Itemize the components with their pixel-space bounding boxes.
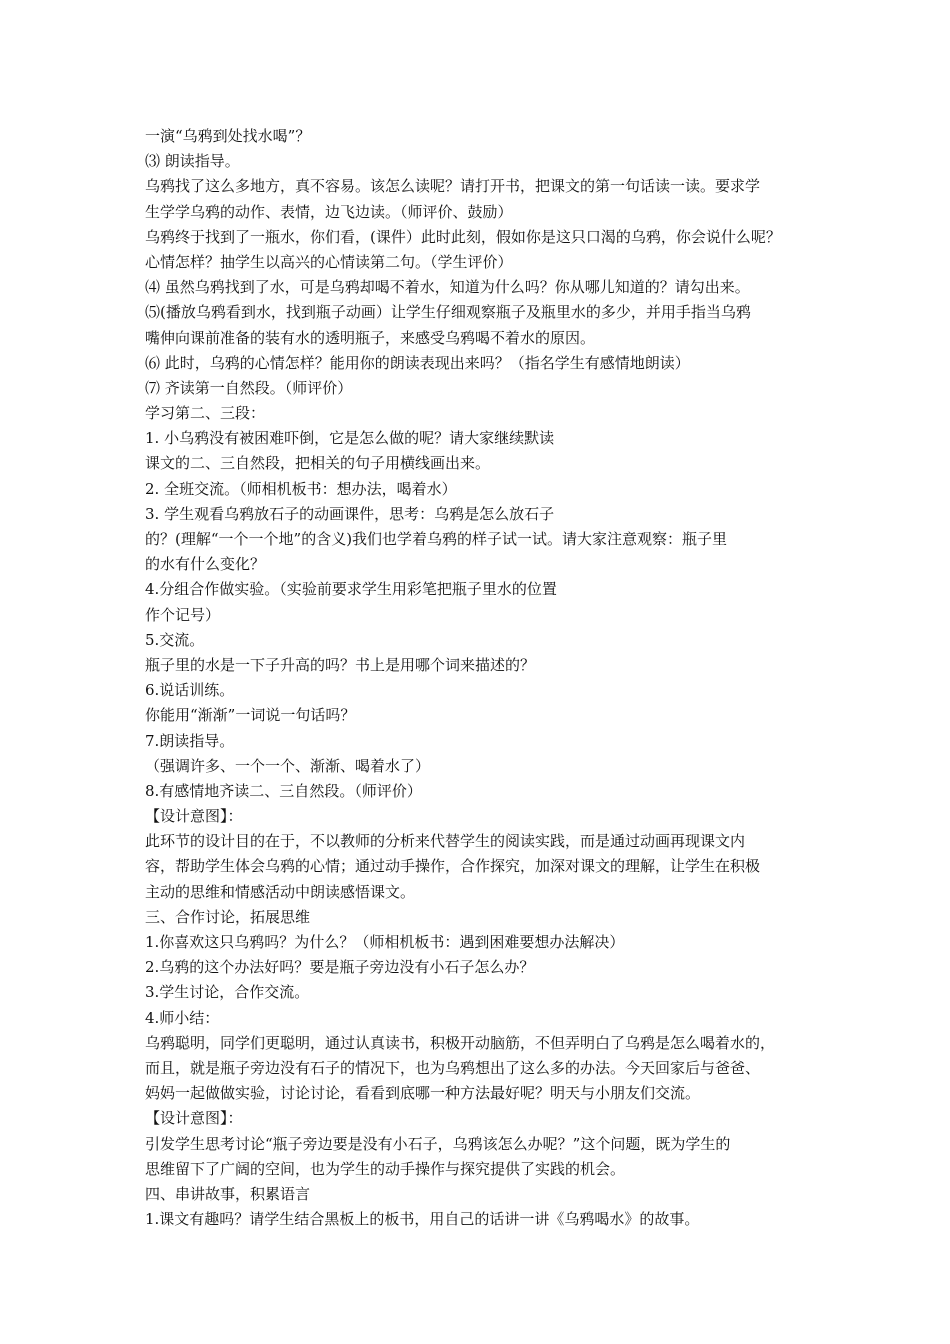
text-line: 你能用“渐渐”一词说一句话吗？	[145, 706, 356, 725]
text-line: ⑷ 虽然乌鸦找到了水，可是乌鸦却喝不着水，知道为什么吗？你从哪儿知道的？请勾出来。	[145, 278, 750, 297]
text-line: 瓶子里的水是一下子升高的吗？书上是用哪个词来描述的？	[145, 655, 536, 674]
text-line: ⑶ 朗读指导。	[145, 152, 240, 171]
text-line: 1.你喜欢这只乌鸦吗？为什么？（师相机板书：遇到困难要想办法解决）	[145, 933, 625, 951]
text-line: 嘴伸向课前准备的装有水的透明瓶子，来感受乌鸦喝不着水的原因。	[145, 328, 596, 347]
text-line: 思维留下了广阔的空间，也为学生的动手操作与探究提供了实践的机会。	[145, 1159, 626, 1178]
text-line: 8.有感情地齐读二、三自然段。（师评价）	[145, 781, 422, 800]
section-heading: 三、合作讨论，拓展思维	[145, 907, 311, 926]
design-intent-heading: 【设计意图】：	[145, 807, 243, 826]
text-line: 乌鸦找了这么多地方，真不容易。该怎么读呢？请打开书，把课文的第一句话读一读。要求学	[145, 177, 761, 196]
text-line: 1.课文有趣吗？请学生结合黑板上的板书，用自己的话讲一讲《乌鸦喝水》的故事。	[145, 1210, 700, 1229]
text-line: 3.学生讨论，合作交流。	[145, 983, 310, 1002]
document-body	[145, 124, 825, 1232]
text-line: 2.乌鸦的这个办法好吗？要是瓶子旁边没有小石子怎么办？	[145, 958, 535, 977]
text-line: （强调许多、一个一个、渐渐、喝着水了）	[145, 756, 431, 775]
text-line: 此环节的设计目的在于，不以教师的分析来代替学生的阅读实践，而是通过动画再现课文内	[145, 832, 746, 851]
section-heading: 学习第二、三段：	[145, 404, 266, 423]
text-line: 的？(理解“一个一个地”的含义)我们也学着乌鸦的样子试一试。请大家注意观察：瓶子里	[145, 530, 728, 548]
text-line: ⑺ 齐读第一自然段。（师评价）	[145, 378, 353, 397]
text-line: 引发学生思考讨论“瓶子旁边要是没有小石子，乌鸦该怎么办呢？”这个问题，既为学生的	[145, 1134, 731, 1153]
text-line: 而且，就是瓶子旁边没有石子的情况下，也为乌鸦想出了这么多的办法。今天回家后与爸爸、	[145, 1058, 761, 1077]
text-line: ⑸(播放乌鸦看到水，找到瓶子动画）让学生仔细观察瓶子及瓶里水的多少，并用手指当乌鸦	[145, 303, 751, 322]
text-line: 心情怎样？抽学生以高兴的心情读第二句。（学生评价）	[145, 252, 513, 271]
text-line: 作个记号）	[145, 605, 221, 624]
text-line: 3. 学生观看乌鸦放石子的动画课件，思考：乌鸦是怎么放石子	[145, 504, 555, 523]
text-line: ⑹ 此时，乌鸦的心情怎样？能用你的朗读表现出来吗？（指名学生有感情地朗读）	[145, 353, 690, 372]
text-line: 妈妈一起做做实验，讨论讨论，看看到底哪一种方法最好呢？明天与小朋友们交流。	[145, 1084, 701, 1103]
text-line: 主动的思维和情感活动中朗读感悟课文。	[145, 882, 416, 901]
text-line: 一演“乌鸦到处找水喝”？	[145, 127, 311, 145]
text-line: 的水有什么变化？	[145, 555, 266, 574]
text-line: 7.朗读指导。	[145, 731, 235, 750]
text-line: 1. 小乌鸦没有被困难吓倒，它是怎么做的呢？请大家继续默读	[145, 429, 555, 448]
text-line: 5.交流。	[145, 630, 205, 649]
text-line: 6.说话训练。	[145, 681, 235, 700]
text-line: 4.分组合作做实验。（实验前要求学生用彩笔把瓶子里水的位置	[145, 580, 557, 599]
design-intent-heading: 【设计意图】：	[145, 1109, 243, 1128]
text-line: 乌鸦聪明，同学们更聪明，通过认真读书，积极开动脑筋，不但弄明白了乌鸦是怎么喝着水的，	[145, 1033, 776, 1052]
text-line: 容，帮助学生体会乌鸦的心情；通过动手操作，合作探究，加深对课文的理解，让学生在积极	[145, 857, 761, 876]
text-line: 4.师小结：	[145, 1008, 220, 1027]
text-line: 生学学乌鸦的动作、表情，边飞边读。（师评价、鼓励）	[145, 202, 513, 221]
text-line: 课文的二、三自然段，把相关的句子用横线画出来。	[145, 454, 491, 473]
text-line: 2. 全班交流。（师相机板书：想办法，喝着水）	[145, 479, 457, 498]
text-line: 乌鸦终于找到了一瓶水，你们看，(课件）此时此刻，假如你是这只口渴的乌鸦，你会说什么呢？	[145, 227, 781, 246]
section-heading: 四、串讲故事，积累语言	[145, 1184, 311, 1203]
